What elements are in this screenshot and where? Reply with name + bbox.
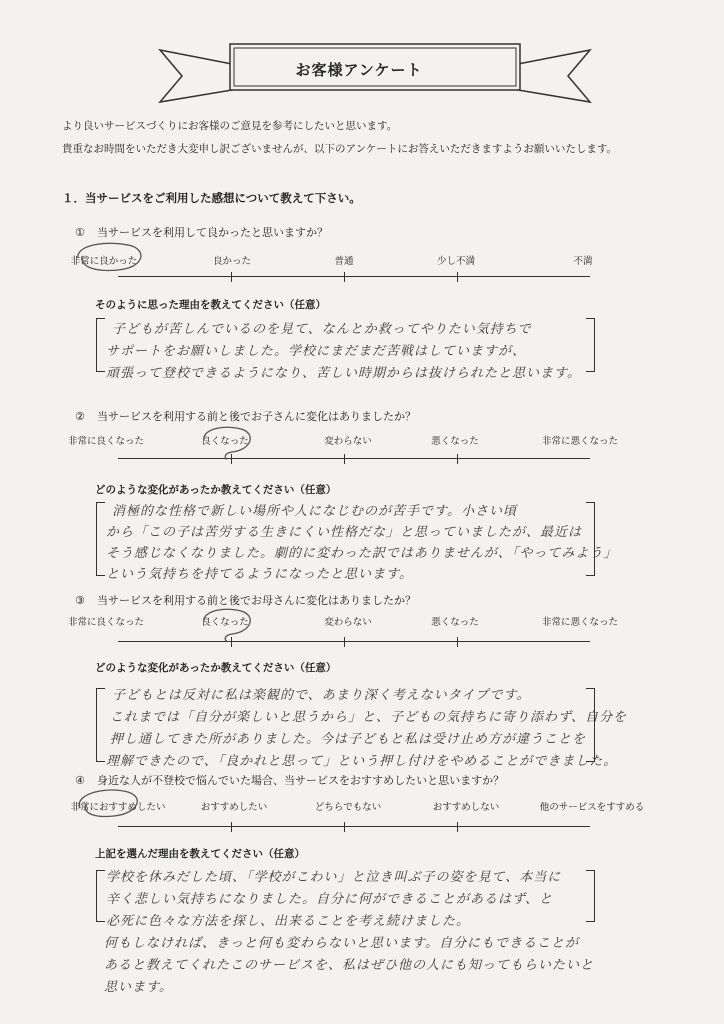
q1-scale-tick — [344, 272, 345, 282]
q2-answer-line: そう感じなくなりました。劇的に変わった訳ではありませんが、「やってみよう」 — [106, 546, 618, 561]
q3-option-3[interactable]: 変わらない — [324, 617, 372, 628]
q1-answer-circle — [70, 238, 150, 278]
q3-option-5[interactable]: 非常に悪くなった — [541, 617, 619, 628]
q3-answer-circle — [198, 604, 258, 644]
question-2-text: 当サービスを利用する前と後でお子さんに変化はありましたか？ — [97, 410, 416, 423]
q3-scale-tick — [344, 637, 345, 647]
q2-answer-line: という気持ちを持てるようになったと思います。 — [106, 567, 413, 582]
q3-option-4[interactable]: 悪くなった — [431, 617, 479, 628]
q3-answer-line: 理解できたので、「良かれと思って」という押し付けをやめることができました。 — [106, 754, 618, 769]
q4-option-3[interactable]: どちらでもない — [314, 802, 382, 813]
q3-answer-line: 子どもとは反対に私は楽観的で、あまり深く考えないタイプです。 — [112, 688, 531, 703]
q3-scale-tick — [457, 637, 458, 647]
q1-option-1[interactable]: 非常に良かった — [70, 256, 138, 267]
q4-answer-line: あると教えてくれたこのサービスを、私はぜひ他の人にも知ってもらいたいと — [104, 958, 595, 973]
q4-scale-line — [118, 826, 590, 827]
q2-answer-circle — [198, 422, 258, 462]
q1-answer-line: 子どもが苦しんでいるのを見て、なんとか救ってやりたい気持ちで — [112, 322, 532, 337]
q3-answer-line: 押し通してきた所がありました。今は子どもと私は受け止め方が違うことを — [110, 732, 587, 747]
q4-answer-line: 何もしなければ、きっと何も変わらないと思います。自分にもできることが — [104, 936, 579, 951]
q2-bracket-left — [96, 502, 105, 576]
page-title: お客様アンケート — [295, 61, 423, 79]
q1-answer-line: サポートをお願いしました。学校にまだまだ苦戦はしていますが、 — [106, 344, 527, 359]
q2-bracket-right — [586, 502, 595, 576]
q4-bracket-right — [586, 870, 595, 922]
question-1-number: ① — [75, 226, 85, 239]
q4-option-1[interactable]: 非常におすすめしたい — [70, 802, 166, 813]
q2-answer-line: 消極的な性格で新しい場所や人になじむのが苦手です。小さい頃 — [112, 504, 517, 519]
q4-option-2[interactable]: おすすめしたい — [200, 802, 268, 813]
q3-bracket-left — [96, 688, 105, 762]
q4-reason-label: 上記を選んだ理由を教えてください（任意） — [95, 848, 305, 860]
q1-option-2[interactable]: 良かった — [212, 256, 252, 267]
q2-scale-line — [118, 458, 590, 459]
q1-bracket-left — [96, 318, 105, 372]
q4-scale-tick — [231, 822, 232, 832]
q3-option-1[interactable]: 非常に良くなった — [67, 617, 145, 628]
q2-option-4[interactable]: 悪くなった — [431, 436, 479, 447]
question-4-number: ④ — [75, 774, 85, 787]
q2-option-3[interactable]: 変わらない — [324, 436, 372, 447]
q2-scale-tick — [457, 454, 458, 464]
q1-scale-tick — [457, 272, 458, 282]
q1-option-5[interactable]: 不満 — [573, 256, 593, 267]
q4-answer-circle — [70, 784, 150, 824]
q4-option-4[interactable]: おすすめしない — [432, 802, 500, 813]
q4-answer-line: 必死に色々な方法を探し、出来ることを考え続けました。 — [106, 914, 471, 929]
q3-option-2[interactable]: 良くなった — [201, 617, 249, 628]
q2-scale-tick — [344, 454, 345, 464]
question-2-number: ② — [75, 410, 85, 423]
q3-scale-line — [118, 641, 590, 642]
section-heading: １．当サービスをご利用した感想について教えて下さい。 — [62, 191, 361, 205]
q1-scale-tick — [231, 272, 232, 282]
intro-line-1: より良いサービスづくりにお客様のご意見を参考にしたいと思います。 — [62, 120, 398, 132]
question-1-text: 当サービスを利用して良かったと思いますか？ — [97, 226, 328, 239]
question-3-text: 当サービスを利用する前と後でお母さんに変化はありましたか？ — [97, 594, 416, 607]
q4-answer-line: 辛く悲しい気持ちになりました。自分に何ができることがあるはず、と — [106, 892, 553, 907]
q4-answer-line: 学校を休みだした頃、「学校がこわい」と泣き叫ぶ子の姿を見て、本当に — [106, 870, 562, 885]
q4-option-5[interactable]: 他のサービスをすすめる — [539, 802, 645, 813]
question-3-number: ③ — [75, 594, 85, 607]
q3-answer-line: これまでは「自分が楽しいと思うから」と、子どもの気持ちに寄り添わず、自分を — [110, 710, 627, 725]
q1-answer-line: 頑張って登校できるようになり、苦しい時期からは抜けられたと思います。 — [106, 366, 581, 381]
q1-reason-label: そのように思った理由を教えてください（任意） — [95, 299, 326, 311]
q2-option-5[interactable]: 非常に悪くなった — [541, 436, 619, 447]
question-4-text: 身近な人が不登校で悩んでいた場合、当サービスをおすすめしたいと思いますか？ — [97, 774, 505, 787]
q1-bracket-right — [586, 318, 595, 372]
q4-bracket-left — [96, 870, 105, 922]
q2-option-1[interactable]: 非常に良くなった — [67, 436, 145, 447]
q4-scale-tick — [457, 822, 458, 832]
q3-reason-label: どのような変化があったか教えてください（任意） — [95, 662, 337, 674]
q1-option-3[interactable]: 普通 — [334, 256, 354, 267]
intro-line-2: 貴重なお時間をいただき大変申し訳ございませんが、以下のアンケートにお答えいただきますようお願いいたします。 — [62, 143, 618, 155]
q2-answer-line: から「この子は苦労する生きにくい性格だな」と思っていましたが、最近は — [106, 525, 583, 540]
q1-option-4[interactable]: 少し不満 — [436, 256, 476, 267]
q1-scale-line — [118, 276, 590, 277]
q2-reason-label: どのような変化があったか教えてください（任意） — [95, 484, 337, 496]
q4-answer-line: 思います。 — [104, 980, 173, 995]
q4-scale-tick — [344, 822, 345, 832]
q2-option-2[interactable]: 良くなった — [201, 436, 249, 447]
